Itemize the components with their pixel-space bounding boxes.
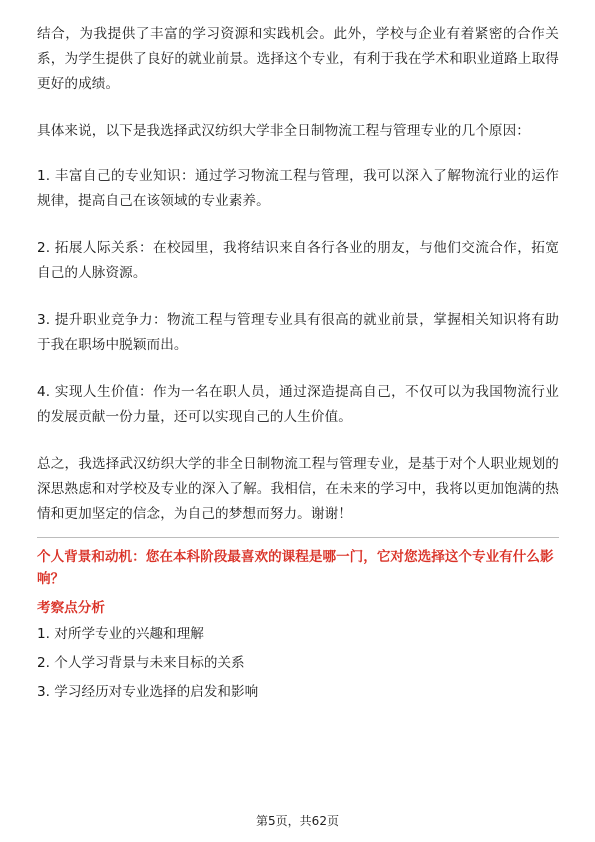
paragraph-reasons-lead: 具体来说，以下是我选择武汉纺织大学非全日制物流工程与管理专业的几个原因：: [37, 123, 530, 139]
paragraph-intro-continuation: 结合，为我提供了丰富的学习资源和实践机会。此外，学校与企业有着紧密的合作关系，为学生提供了良好的就业前景。选择这个专业，有利于我在学术和职业道路上取得更好的成绩。: [37, 26, 559, 92]
analysis-title: 考察点分析: [37, 600, 105, 616]
paragraph-reason-3: 3. 提升职业竞争力：物流工程与管理专业具有很高的就业前景，掌握相关知识将有助于我在职场中脱颖而出。: [37, 312, 559, 353]
page-number-footer: 第5页，共62页: [256, 814, 339, 828]
analysis-point: 2. 个人学习背景与未来目标的关系: [37, 655, 245, 671]
section-divider: [37, 537, 559, 538]
interview-question: 个人背景和动机：您在本科阶段最喜欢的课程是哪一门，它对您选择这个专业有什么影响？: [37, 549, 554, 587]
analysis-point: 1. 对所学专业的兴趣和理解: [37, 626, 204, 642]
paragraph-reason-4: 4. 实现人生价值：作为一名在职人员，通过深造提高自己，不仅可以为我国物流行业的发展贡献一份力量，还可以实现自己的人生价值。: [37, 384, 559, 425]
paragraph-reason-2: 2. 拓展人际关系：在校园里，我将结识来自各行各业的朋友，与他们交流合作，拓宽自己的人脉资源。: [37, 240, 559, 281]
document-page: [37, 22, 559, 711]
paragraph-reason-1: 1. 丰富自己的专业知识：通过学习物流工程与管理，我可以深入了解物流行业的运作规律，提高自己在该领域的专业素养。: [37, 168, 559, 209]
analysis-point: 3. 学习经历对专业选择的启发和影响: [37, 684, 259, 700]
paragraph-conclusion: 总之，我选择武汉纺织大学的非全日制物流工程与管理专业，是基于对个人职业规划的深思熟虑和对学校及专业的深入了解。我相信，在未来的学习中，我将以更加饱满的热情和更加坚定的信念，为自己的梦想而努力。谢谢！: [37, 456, 559, 522]
